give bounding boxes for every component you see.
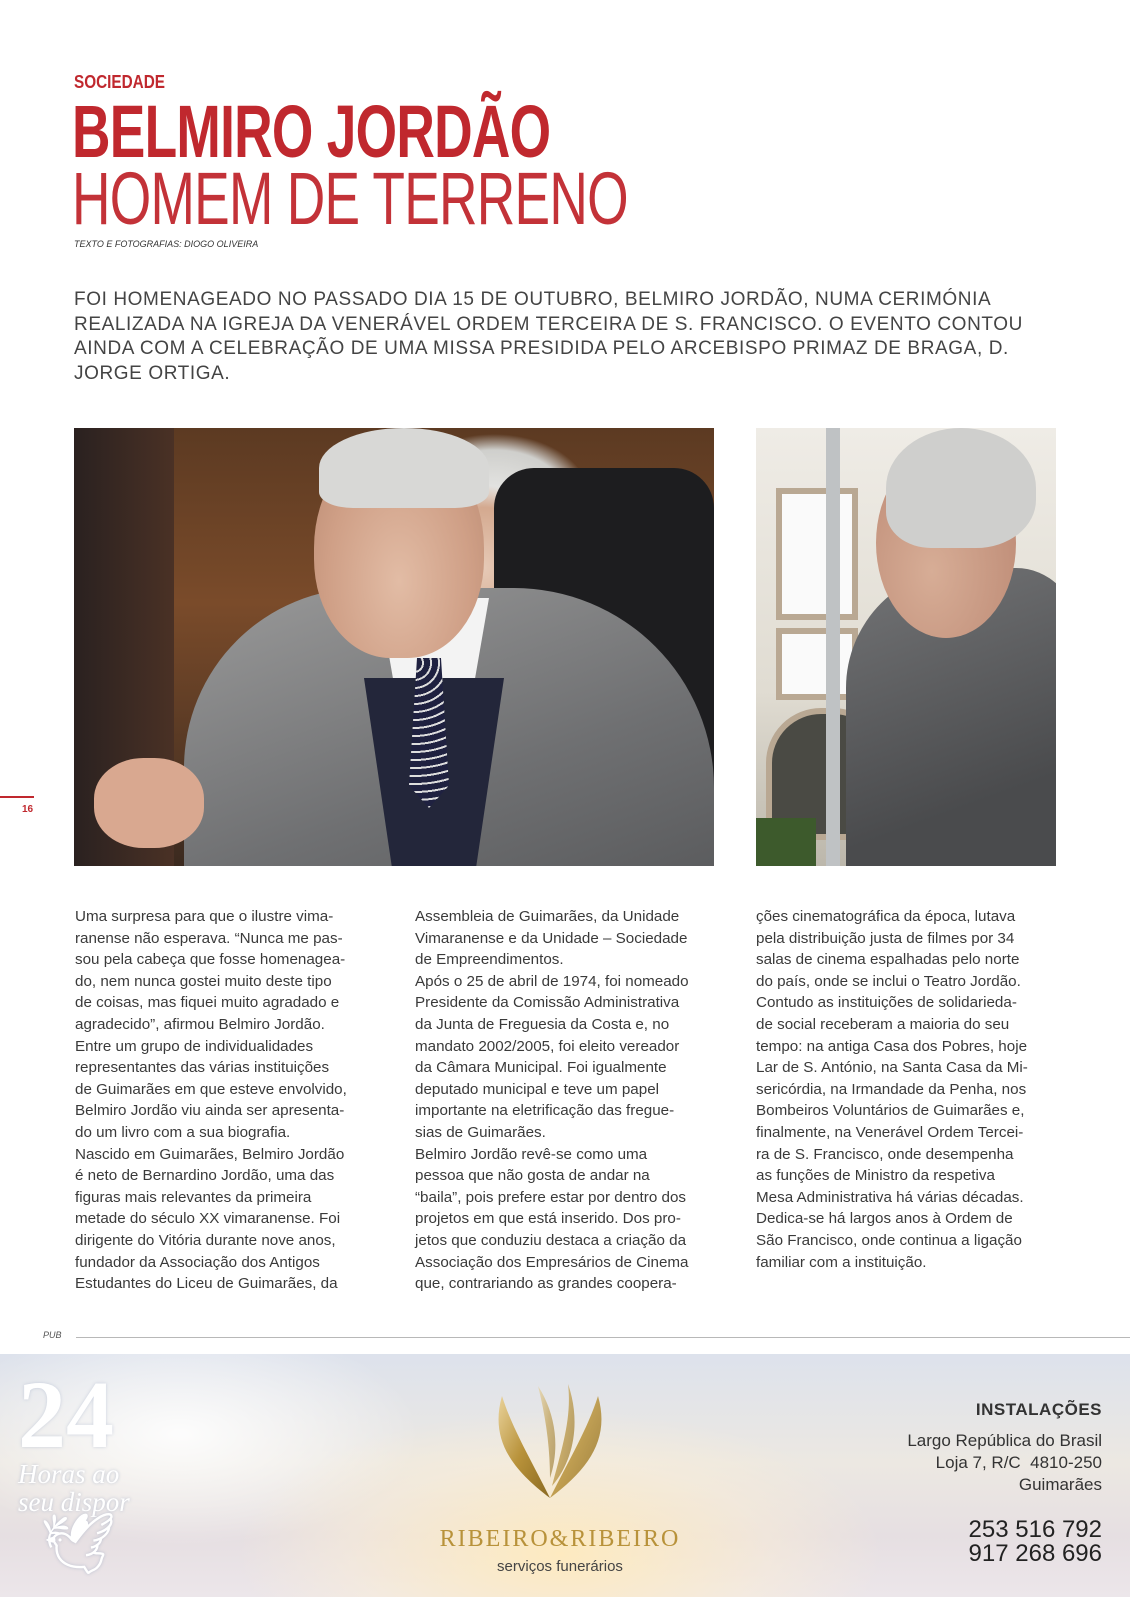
body-line: agradecido”, afirmou Belmiro Jordão. [75, 1015, 325, 1033]
ad-address [907, 1430, 1102, 1496]
body-line: ranense não esperava. “Nunca me pas- [75, 929, 343, 947]
body-line: Assembleia de Guimarães, da Unidade [415, 908, 680, 925]
body-line: ra de S. Francisco, onde desempenha [756, 1145, 1014, 1163]
body-line: do, nem nunca gostei muito deste tipo [75, 972, 332, 990]
folio-marker [0, 796, 34, 798]
body-line: ções cinematográfica da época, lutava [756, 908, 1016, 925]
ad-installations-heading: INSTALAÇÕES [975, 1400, 1102, 1419]
ad-tagline-line2: seu dispor [18, 1487, 130, 1517]
pub-divider [76, 1337, 1130, 1338]
ad-phone-1: 253 516 792 [968, 1516, 1102, 1543]
dove-icon: 🕊 [40, 1510, 117, 1577]
body-line: Presidente da Comissão Administrativa [415, 994, 680, 1012]
body-line: é neto de Bernardino Jordão, uma das [75, 1167, 335, 1185]
body-line: tempo: na antiga Casa dos Pobres, hoje [756, 1037, 1028, 1055]
body-line: de Guimarães em que esteve envolvido, [75, 1080, 347, 1098]
advertisement [0, 1354, 1130, 1597]
body-line: de coisas, mas fiquei muito agradado e [75, 994, 340, 1012]
body-line: jetos que conduziu destaca a criação da [415, 1231, 687, 1249]
body-line: São Francisco, onde continua a ligação [756, 1231, 1022, 1249]
body-line: da Câmara Municipal. Foi igualmente [415, 1059, 667, 1077]
body-line: sias de Guimarães. [415, 1123, 546, 1141]
ad-address-line3: Guimarães [1018, 1475, 1102, 1494]
body-line: Estudantes do Liceu de Guimarães, da [75, 1275, 338, 1293]
photo-credit: TEXTO E FOTOGRAFIAS: DIOGO OLIVEIRA [74, 239, 259, 249]
body-line: figuras mais relevantes da primeira [75, 1188, 312, 1206]
body-line: Dedica-se há largos anos à Ordem de [756, 1210, 1013, 1228]
body-line: Belmiro Jordão viu ainda ser apresenta- [75, 1102, 345, 1120]
body-line: finalmente, na Venerável Ordem Tercei- [756, 1123, 1024, 1141]
body-line: sou pela cabeça que fosse homenagea- [75, 951, 346, 969]
body-line: fundador da Associação dos Antigos [75, 1253, 320, 1271]
ad-address-line2: Loja 7, R/C 4810-250 [935, 1453, 1102, 1472]
body-line: Entre um grupo de individualidades [75, 1037, 314, 1055]
body-line: da Junta de Freguesia da Costa e, no [415, 1015, 670, 1033]
page-number: 16 [22, 804, 34, 815]
portrait-photo-seated [74, 428, 714, 866]
lead-paragraph: FOI HOMENAGEADO NO PASSADO DIA 15 DE OUTUBRO, BELMIRO JORDÃO, NUMA CERIMÓNIA REALIZADA NA IGREJA DA VENERÁVEL ORDEM TERCEIRA DE S. FRANCISCO. O EVENTO CONTOU AINDA COM A CELEBRAÇÃO DE UMA MISSA PRESIDIDA PELO ARCEBISPO PRIMAZ DE BRAGA, D. JORGE ORTIGA. [74, 289, 1023, 384]
body-line: Uma surpresa para que o ilustre vima- [75, 908, 334, 925]
body-line: sericórdia, na Irmandade da Penha, nos [756, 1080, 1027, 1098]
body-column-1 [75, 906, 375, 1295]
body-column-2 [415, 906, 715, 1295]
body-line: Lar de S. António, na Santa Casa da Mi- [756, 1059, 1028, 1077]
body-line: de Empreendimentos. [415, 951, 564, 969]
article-subtitle: HOMEM DE TERRENO [72, 157, 628, 240]
body-line: Vimaranense e da Unidade – Sociedade [415, 929, 688, 947]
section-label: SOCIEDADE [74, 72, 165, 92]
body-line: Nascido em Guimarães, Belmiro Jordão [75, 1145, 345, 1163]
body-line: salas de cinema espalhadas pelo norte [756, 951, 1020, 969]
pub-label: PUB [43, 1330, 62, 1340]
body-line: Após o 25 de abril de 1974, foi nomeado [415, 972, 689, 990]
ad-brand-subtitle: serviços funerários [497, 1558, 623, 1575]
body-line: do país, onde se inclui o Teatro Jordão. [756, 972, 1021, 990]
body-line: projetos em que está inserido. Dos pro- [415, 1210, 681, 1228]
body-line: importante na eletrificação das fregue- [415, 1102, 675, 1120]
body-line: pela distribuição justa de filmes por 34 [756, 929, 1015, 947]
body-line: dirigente do Vitória durante nove anos, [75, 1231, 336, 1249]
body-line: de social receberam a maioria do seu [756, 1015, 1010, 1033]
body-line: Contudo as instituições de solidarieda- [756, 994, 1017, 1012]
ad-tagline [18, 1460, 130, 1516]
ad-tagline-line1: Horas ao [18, 1459, 120, 1489]
ad-address-line1: Largo República do Brasil [907, 1431, 1102, 1450]
body-line: “baila”, pois prefere estar por dentro dos [415, 1188, 686, 1206]
body-line: Mesa Administrativa há várias décadas. [756, 1188, 1024, 1206]
body-line: familiar com a instituição. [756, 1253, 927, 1271]
body-line: mandato 2002/2005, foi eleito vereador [415, 1037, 680, 1055]
body-line: deputado municipal e teve um papel [415, 1080, 660, 1098]
portrait-photo-window [756, 428, 1056, 866]
body-line: que, contrariando as grandes coopera- [415, 1275, 677, 1293]
body-line: Bombeiros Voluntários de Guimarães e, [756, 1102, 1025, 1120]
ad-big-number: 24 [18, 1361, 114, 1468]
body-line: Associação dos Empresários de Cinema [415, 1253, 689, 1271]
ad-phone-2: 917 268 696 [968, 1540, 1102, 1567]
body-column-3 [756, 906, 1056, 1273]
ad-brand-name: RIBEIRO&RIBEIRO [439, 1526, 681, 1552]
body-line: pessoa que não gosta de andar na [415, 1167, 650, 1185]
body-line: do um livro com a sua biografia. [75, 1123, 291, 1141]
brand-logo-icon [490, 1378, 610, 1504]
body-line: metade do século XX vimaranense. Foi [75, 1210, 341, 1228]
article-title: BELMIRO JORDÃO [72, 90, 551, 173]
body-line: representantes das várias instituições [75, 1059, 330, 1077]
ad-phones [969, 1518, 1102, 1566]
body-line: as funções de Ministro da respetiva [756, 1167, 995, 1185]
body-line: Belmiro Jordão revê-se como uma [415, 1145, 648, 1163]
